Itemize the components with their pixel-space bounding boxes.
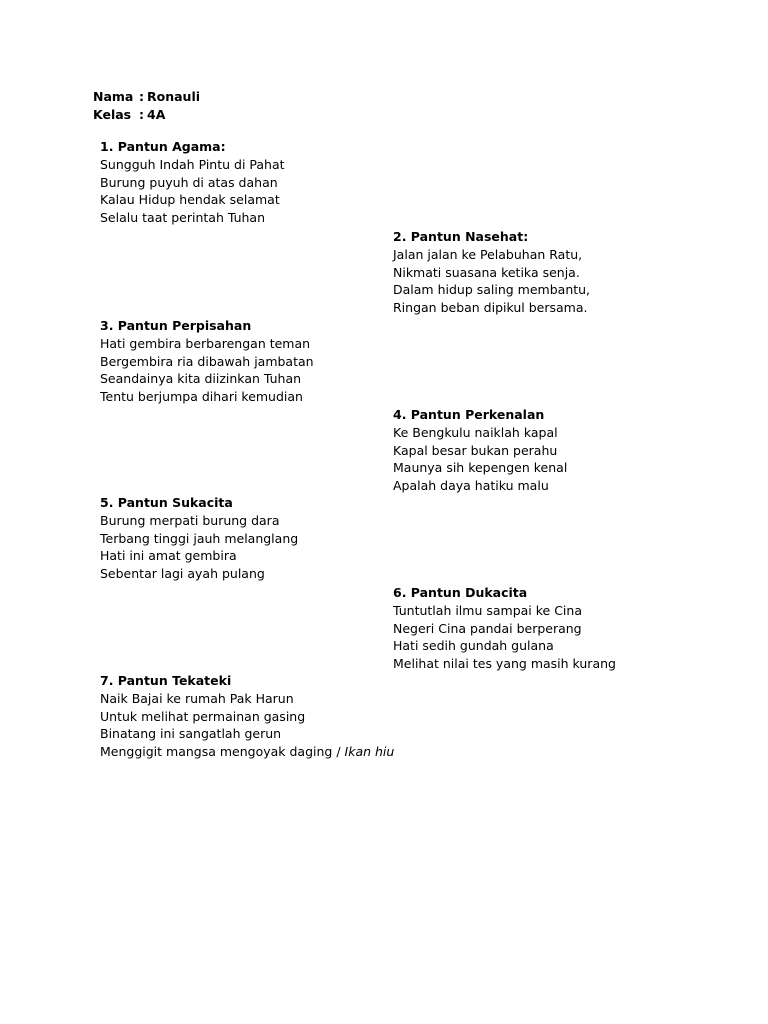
- pantun-line: Tuntutlah ilmu sampai ke Cina: [393, 602, 582, 618]
- pantun-line: Melihat nilai tes yang masih kurang: [393, 656, 616, 672]
- class-row: [93, 106, 200, 124]
- name-value: Ronauli: [147, 89, 201, 104]
- pantun-title: 1. Pantun Agama:: [100, 139, 226, 154]
- pantun-line: Untuk melihat permainan gasing: [100, 708, 306, 724]
- pantun-line: Seandainya kita diizinkan Tuhan: [100, 371, 302, 387]
- class-label: Kelas: [93, 107, 132, 122]
- pantun-line: Apalah daya hatiku malu: [393, 478, 549, 494]
- pantun-2: [393, 228, 590, 317]
- pantun-line: Maunya sih kepengen kenal: [393, 460, 568, 476]
- pantun-line: Naik Bajai ke rumah Pak Harun: [100, 690, 294, 706]
- pantun-5: [100, 494, 298, 583]
- pantun-line: Nikmati suasana ketika senja.: [393, 264, 580, 280]
- name-label: Nama: [93, 89, 134, 104]
- pantun-line: Jalan jalan ke Pelabuhan Ratu,: [393, 246, 583, 262]
- pantun-line: Dalam hidup saling membantu,: [393, 282, 591, 298]
- pantun-3: [100, 317, 314, 406]
- name-row: [93, 88, 200, 106]
- pantun-7: [100, 672, 394, 761]
- pantun-line: Kapal besar bukan perahu: [393, 442, 558, 458]
- pantun-title: 3. Pantun Perpisahan: [100, 318, 252, 333]
- pantun-line: Bergembira ria dibawah jambatan: [100, 353, 314, 369]
- pantun-line: Ringan beban dipikul bersama.: [393, 300, 588, 316]
- pantun-line: Sebentar lagi ayah pulang: [100, 566, 265, 582]
- pantun-line: Ke Bengkulu naiklah kapal: [393, 424, 558, 440]
- pantun-line: Burung merpati burung dara: [100, 512, 280, 528]
- pantun-1: [100, 138, 285, 227]
- pantun-title: 5. Pantun Sukacita: [100, 495, 233, 510]
- pantun-line-text: Menggigit mangsa mengoyak daging /: [100, 744, 345, 760]
- pantun-title: 7. Pantun Tekateki: [100, 673, 232, 688]
- student-header: [93, 88, 200, 124]
- pantun-line: Binatang ini sangatlah gerun: [100, 726, 282, 742]
- pantun-4: [393, 406, 567, 495]
- riddle-answer: Ikan hiu: [344, 744, 395, 760]
- pantun-title: 6. Pantun Dukacita: [393, 585, 528, 600]
- class-value: 4A: [147, 107, 166, 122]
- name-separator: :: [139, 89, 144, 104]
- pantun-title: 4. Pantun Perkenalan: [393, 407, 545, 422]
- pantun-line: Kalau Hidup hendak selamat: [100, 192, 280, 208]
- pantun-title: 2. Pantun Nasehat:: [393, 229, 529, 244]
- pantun-line: Burung puyuh di atas dahan: [100, 174, 278, 190]
- pantun-line: Hati sedih gundah gulana: [393, 638, 554, 654]
- pantun-line: Selalu taat perintah Tuhan: [100, 210, 266, 226]
- pantun-line: Sungguh Indah Pintu di Pahat: [100, 156, 285, 172]
- pantun-line: Hati gembira berbarengan teman: [100, 335, 311, 351]
- pantun-6: [393, 584, 616, 673]
- pantun-line: Hati ini amat gembira: [100, 548, 237, 564]
- pantun-line: Tentu berjumpa dihari kemudian: [100, 389, 303, 405]
- pantun-line-final: [100, 743, 394, 761]
- pantun-line: Negeri Cina pandai berperang: [393, 620, 582, 636]
- pantun-line: Terbang tinggi jauh melanglang: [100, 530, 299, 546]
- class-separator: :: [139, 107, 144, 122]
